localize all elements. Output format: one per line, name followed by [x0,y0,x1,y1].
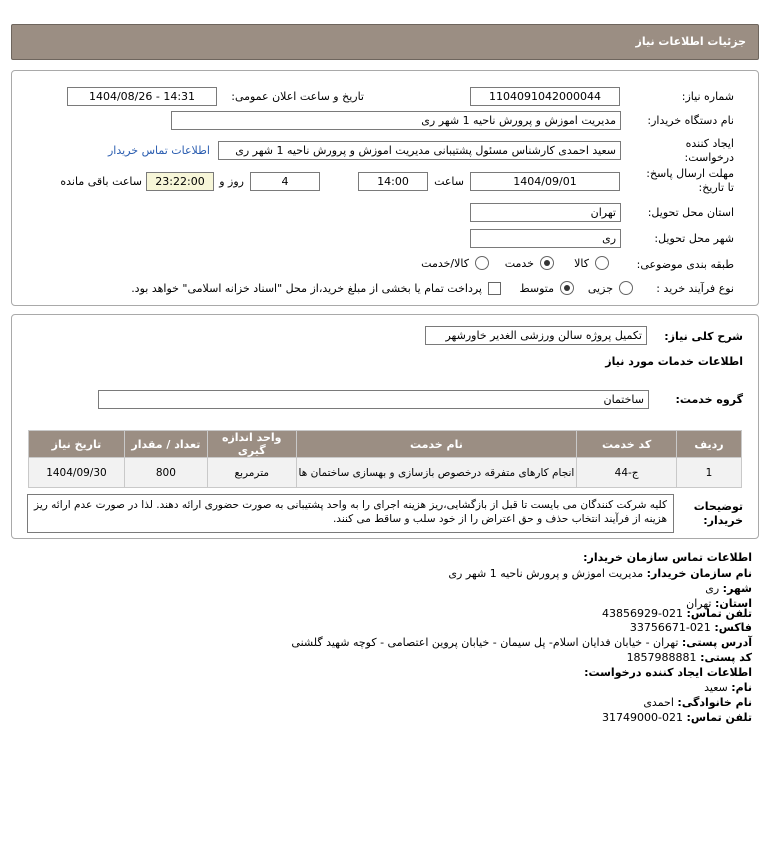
table-row [29,458,742,488]
col-unit: واحد اندازه گیری [207,431,296,458]
creator-phone-line [602,711,752,724]
buyer-notes-text: کلیه شرکت کنندگان می بایست تا قبل از بازگشایی،ریز هزینه اجرای را به واحد پشتیبانی به صورت حضوری ارائه دهند. لذا در صورت عدم ارائه ریز هزینه از فرآیند انتخاب حذف و حق اعتراض را از خود سلب و ساقط می کنند. [27,494,674,533]
category-option-service: خدمت [504,257,534,270]
deadline-time-label: ساعت [434,175,464,188]
contact-heading: اطلاعات تماس سازمان خریدار: [583,551,752,564]
province-field: تهران [470,203,621,222]
contact-fax-value: 021-33756671 [629,621,711,634]
creator-name-value: سعید [704,681,728,694]
announce-label: تاریخ و ساعت اعلان عمومی: [231,90,364,103]
creator-family-value: احمدی [643,696,674,709]
province-label: استان محل تحویل: [647,206,734,219]
process-radio-minor[interactable] [619,281,633,295]
contact-address-line [291,636,752,649]
cell-need-date: 1404/09/30 [29,458,125,488]
table-header-row [29,431,742,458]
deadline-label-line2: تا تاریخ: [698,181,734,194]
col-service-code: کد خدمت [577,431,677,458]
creator-name-line [704,681,752,694]
service-group-field: ساختمان [98,390,649,409]
col-quantity: تعداد / مقدار [124,431,207,458]
remaining-time-field: 23:22:00 [146,172,214,191]
deadline-time-field: 14:00 [358,172,428,191]
creator-family-label: نام خانوادگی: [677,696,752,709]
contact-org-label: نام سازمان خریدار: [646,567,752,580]
city-label: شهر محل تحویل: [654,232,734,245]
category-label: طبقه بندی موضوعی: [636,258,734,271]
category-radio-goods-service[interactable] [475,256,489,270]
col-need-date: تاریخ نیاز [29,431,125,458]
treasury-payment-note: پرداخت تمام یا بخشی از مبلغ خرید،از محل "اسناد خزانه اسلامی" خواهد بود. [131,282,482,295]
need-summary-label: شرح کلی نیاز: [664,330,743,343]
creator-name-label: نام: [731,681,752,694]
deadline-label-line1: مهلت ارسال پاسخ: [646,167,734,180]
contact-org-line [448,567,752,580]
contact-phone-line [602,607,752,620]
contact-fax-line [630,621,752,634]
contact-phone-label: تلفن تماس: [686,607,752,620]
contact-city-line [705,582,752,595]
deadline-date-field: 1404/09/01 [470,172,620,191]
creator-phone-value: 021-31749000 [602,711,684,724]
requester-label-line2: درخواست: [684,151,734,164]
days-remaining-field: 4 [250,172,320,191]
creator-heading: اطلاعات ایجاد کننده درخواست: [584,666,752,679]
process-label: نوع فرآیند خرید : [656,282,734,295]
cell-unit: مترمربع [207,458,296,488]
contact-city-label: شهر: [722,582,752,595]
category-option-goods: کالا [574,257,589,270]
requester-field: سعید احمدی کارشناس مسئول پشتیبانی مدیریت اموزش و پرورش ناحیه 1 شهر ری [218,141,621,160]
contact-address-label: آدرس پستی: [681,636,752,649]
cell-service-name: انجام کارهای متفرقه درخصوص بازسازی و بهسازی ساختمان ها [296,458,577,488]
col-row-number: ردیف [677,431,742,458]
page-title: جزئیات اطلاعات نیاز [635,35,746,48]
contact-postal-line [627,651,752,664]
page-header [11,24,759,60]
contact-fax-label: فاکس: [714,621,752,634]
buyer-notes-label-line1: توضیحات [693,500,743,513]
treasury-payment-checkbox[interactable] [488,282,501,295]
buyer-org-label: نام دستگاه خریدار: [647,114,734,127]
contact-province-label: استان: [715,597,752,610]
need-summary-field: تکمیل پروژه سالن ورزشی الغدیر خاورشهر [425,326,647,345]
buyer-notes-label-line2: خریدار: [703,514,743,527]
buyer-org-field: مدیریت اموزش و پرورش ناحیه 1 شهر ری [171,111,621,130]
buyer-contact-link[interactable]: اطلاعات تماس خریدار [108,144,210,157]
city-field: ری [470,229,621,248]
requester-label-line1: ایجاد کننده [685,137,734,150]
category-radio-goods[interactable] [595,256,609,270]
creator-family-line [643,696,752,709]
contact-city-value: ری [705,582,720,595]
process-option-medium: متوسط [519,282,554,295]
cell-row-number: 1 [677,458,742,488]
need-number-label: شماره نیاز: [681,90,734,103]
contact-phone-value: 021-43856929 [602,607,684,620]
col-service-name: نام خدمت [296,431,577,458]
cell-service-code: ج-44 [577,458,677,488]
contact-postal-value: 1857988881 [626,651,697,664]
cell-quantity: 800 [124,458,207,488]
contact-address-value: تهران - خیابان فدایان اسلام- پل سیمان - خیابان پروین اعتصامی - کوچه شهید گلشنی [291,636,679,649]
service-group-label: گروه خدمت: [675,393,743,406]
category-radio-service[interactable] [540,256,554,270]
process-radio-medium[interactable] [560,281,574,295]
services-heading: اطلاعات خدمات مورد نیاز [605,355,743,368]
contact-postal-label: کد پستی: [700,651,752,664]
contact-org-value: مدیریت اموزش و پرورش ناحیه 1 شهر ری [448,567,644,580]
days-label: روز و [219,175,244,188]
services-table [28,430,742,488]
process-option-minor: جزیی [587,282,613,295]
contact-province-value: تهران [686,597,712,610]
remaining-time-label: ساعت باقی مانده [60,175,142,188]
creator-phone-label: تلفن تماس: [686,711,752,724]
need-number-field: 1104091042000044 [470,87,620,106]
category-option-goods-service: کالا/خدمت [421,257,469,270]
announce-datetime-field: 1404/08/26 - 14:31 [67,87,217,106]
